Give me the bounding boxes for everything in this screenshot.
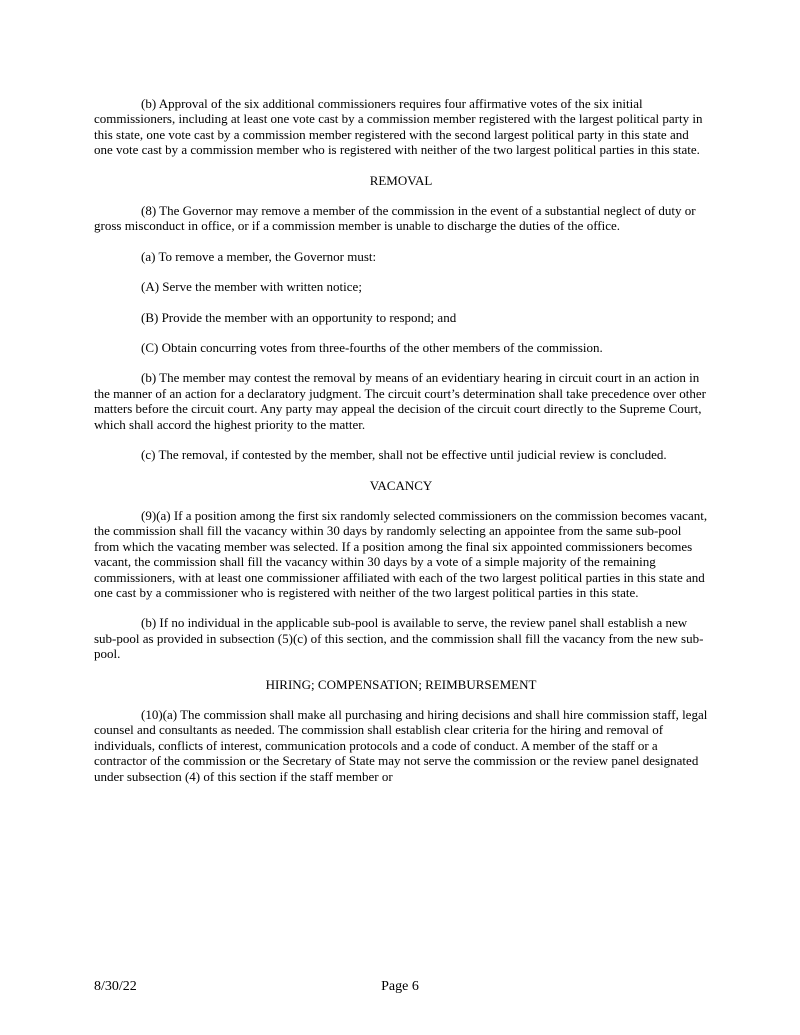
section-heading-vacancy: VACANCY [369,477,433,493]
list-item-8a: (a) To remove a member, the Governor must: [141,248,377,264]
page-number: Page 6 [381,979,419,994]
list-item-8a-B: (B) Provide the member with an opportunity to respond; and [141,309,457,325]
paragraph-9a: (9)(a) If a position among the first six randomly selected commissioners on the commission becomes vacant, the commission shall fill the vacancy within 30 days by randomly selecting an appointee from the same sub-pool from which the vacating member was selected. If a position among the final six appointed commissioners becomes vacant, the commission shall fill the vacancy within 30 days by a vote of a simple majority of the remaining commissioners, with at least one commissioner affiliated with each of the two largest political parties in this state and one cast by a commissioner who is registered with neither of the two largest political parties in this state. [94,507,708,600]
paragraph-8: (8) The Governor may remove a member of the commission in the event of a substantial neglect of duty or gross misconduct in office, or if a commission member is unable to discharge the duties of the office. [94,203,696,234]
paragraph-9b: (b) If no individual in the applicable sub-pool is available to serve, the review panel shall establish a new sub-pool as provided in subsection (5)(c) of this section, and the commission shall fill the vacancy from the new sub-pool. [94,615,704,662]
list-item-8a-C: (C) Obtain concurring votes from three-fourths of the other members of the commission. [141,340,603,356]
section-heading-removal: REMOVAL [369,172,433,188]
paragraph-8b: (b) The member may contest the removal by means of an evidentiary hearing in circuit court in an action in the manner of an action for a declaratory judgment. The circuit court’s determination shall take precedence over other matters before the circuit court. Any party may appeal the decision of the circuit court directly to the Supreme Court, which shall accord the highest priority to the matter. [94,370,706,432]
paragraph-7b: (b) Approval of the six additional commissioners requires four affirmative votes of the six initial commissioners, including at least one vote cast by a commission member registered with the largest political party in this state, one vote cast by a commission member registered with the second largest political party in this state and one vote cast by a commission member who is registered with neither of the two largest political parties in this state. [94,96,703,158]
paragraph-10a: (10)(a) The commission shall make all purchasing and hiring decisions and shall hire commission staff, legal counsel and consultants as needed. The commission shall establish clear criteria for the hiring and removal of individuals, conflicts of interest, communication protocols and a code of conduct. A member of the staff or a contractor of the commission or the Secretary of State may not serve the commission or the review panel designated under subsection (4) of this section if the staff member or [94,706,708,784]
footer-date: 8/30/22 [94,979,137,994]
section-heading-hiring: HIRING; COMPENSATION; REIMBURSEMENT [265,676,537,692]
document-body [94,96,708,799]
paragraph-8c: (c) The removal, if contested by the member, shall not be effective until judicial review is concluded. [141,447,667,463]
list-item-8a-A: (A) Serve the member with written notice; [141,279,362,295]
